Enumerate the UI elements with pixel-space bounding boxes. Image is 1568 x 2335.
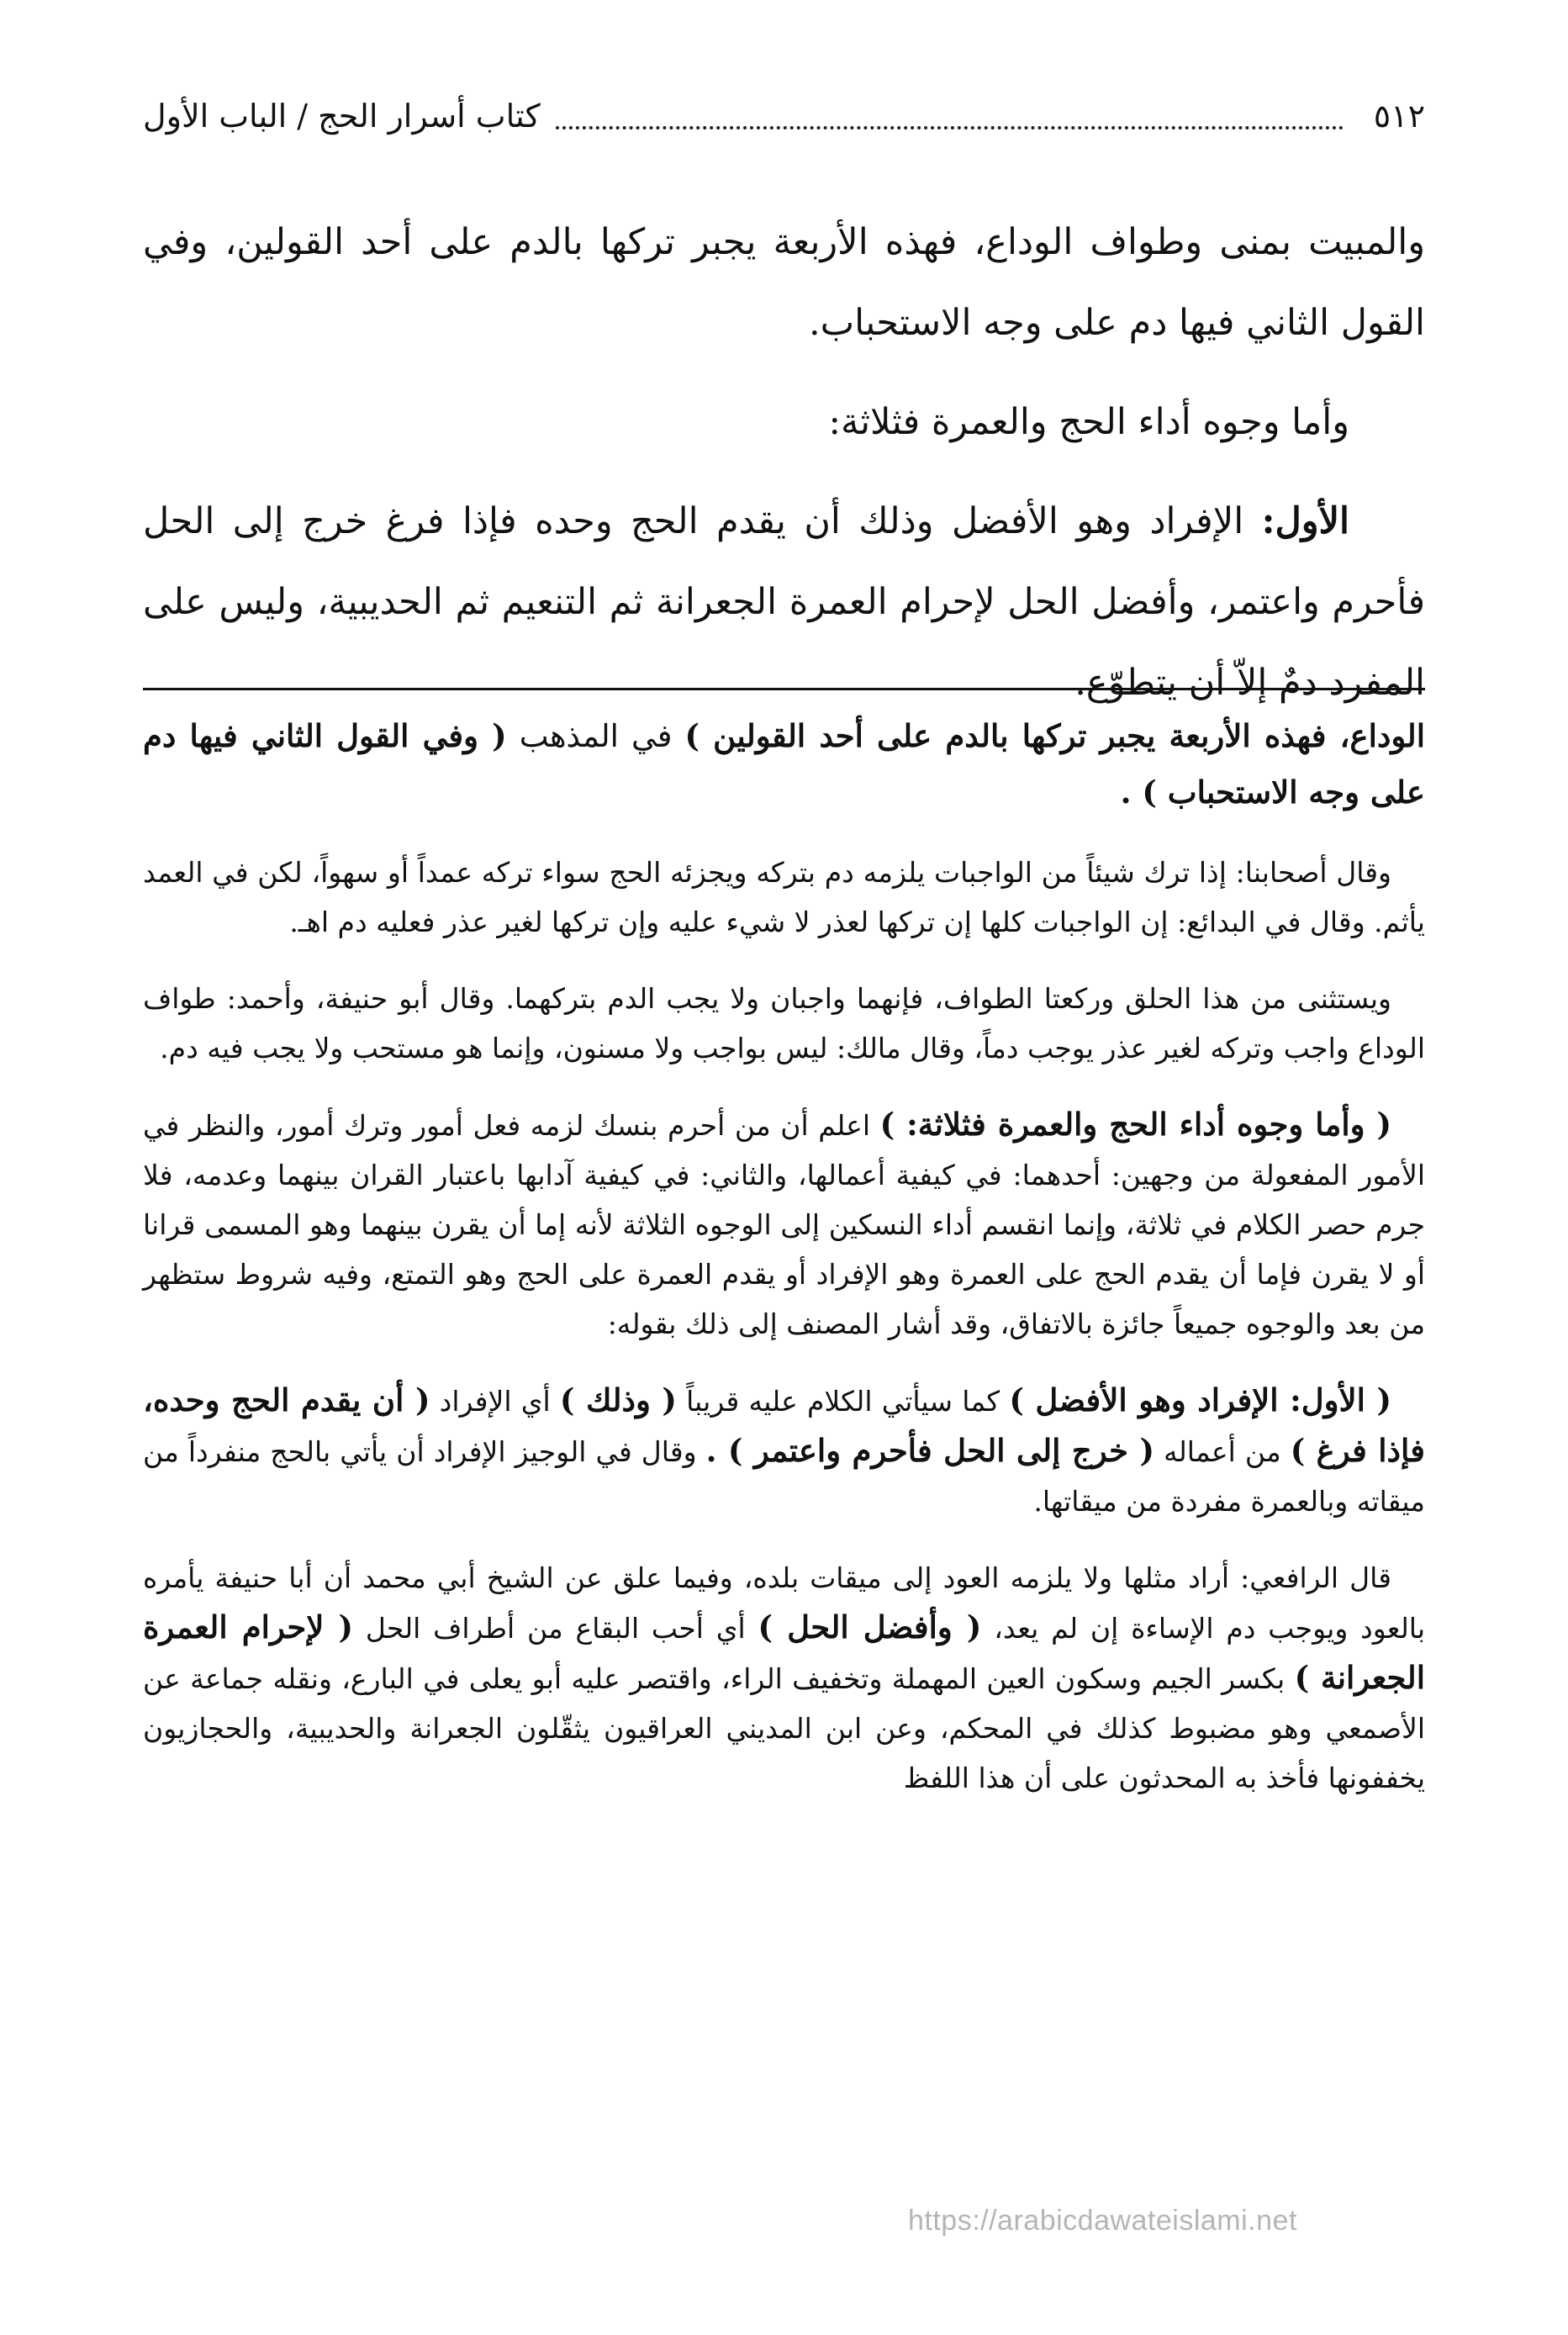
commentary-quote: ( الأول: الإفراد وهو الأفضل ) <box>1009 1381 1391 1418</box>
commentary-text-run: أي أحب البقاع من أطراف الحل <box>353 1612 758 1645</box>
commentary-paragraph-1 <box>143 708 1425 821</box>
commentary-quote: ( وأفضل الحل ) <box>758 1609 982 1646</box>
commentary-quote: ( أن يقدم الحج وحده، فإذا فرغ ) <box>143 1381 1425 1469</box>
commentary-text-run: في المذهب <box>506 718 685 754</box>
commentary-paragraph-3: ويستثنى من هذا الحلق وركعتا الطواف، فإنهما واجبان ولا يجب الدم بتركهما. وقال أبو حنيفة، وأحمد: طواف الوداع واجب وتركه لغير عذر يوجب دماً، وقال مالك: ليس بواجب ولا مسنون، وإنما هو مستحب ولا يجب فيه دم. <box>143 982 1425 1064</box>
commentary-quote: ( خرج إلى الحل فأحرم واعتمر ) . <box>705 1432 1154 1469</box>
main-text <box>143 202 1425 742</box>
commentary-text-run: اعلم أن من أحرم بنسك لزمه فعل أمور وترك أمور، والنظر في الأمور المفعولة من وجهين: أحدهما: في كيفية أعمالها، والثاني: في كيفية آدابها باعتبار القران بينهما وعدمه، فلا جرم حصر الكلام في ثلاثة، وإنما انقسم أداء النسكين إلى الوجوه الثلاثة لأنه إما أن يقرن بينهما وهو المسمى قرانا أو لا يقرن فإما أن يقدم الحج على العمرة وهو الإفراد أو يقدم العمرة على الحج وهو التمتع، وفيه شروط ستظهر من بعد والوجوه جميعاً جائزة بالاتفاق، وقد أشار المصنف إلى ذلك بقوله: <box>143 1109 1425 1340</box>
site-watermark: https://arabicdawateislami.net <box>908 2205 1297 2237</box>
commentary-quote: ( لإحرام العمرة الجعرانة ) <box>143 1609 1425 1696</box>
commentary-quote: ( وفي القول الثاني فيها دم على وجه الاستحباب ) . <box>143 717 1425 811</box>
section-divider <box>143 688 1425 690</box>
dotted-leader <box>556 125 1344 129</box>
commentary-text-run: من أعماله <box>1154 1435 1291 1468</box>
main-paragraph-3-text: الإفراد وهو الأفضل وذلك أن يقدم الحج وحده فإذا فرغ خرج إلى الحل فأحرم واعتمر، وأفضل الحل لإحرام العمرة الجعرانة ثم التنعيم ثم الحديبية، وليس على المفرد دمٌ إلاّ أن يتطوّع. <box>143 500 1425 704</box>
main-paragraph-1: والمبيت بمنى وطواف الوداع، فهذه الأربعة يجبر تركها بالدم على أحد القولين، وفي القول الثاني فيها دم على وجه الاستحباب. <box>143 221 1425 344</box>
main-heading-first: الأول: <box>1261 500 1349 542</box>
commentary-quote: ( وأما وجوه أداء الحج والعمرة فثلاثة: ) <box>879 1106 1391 1143</box>
commentary-quote: الوداع، فهذه الأربعة يجبر تركها بالدم على أحد القولين ) <box>684 717 1425 754</box>
commentary-paragraph-4 <box>143 1100 1425 1349</box>
commentary-text-run: وقال في الوجيز الإفراد أن يأتي بالحج منفرداً من ميقاته وبالعمرة مفردة من ميقاتها. <box>143 1435 1425 1518</box>
document-page <box>143 0 1425 2335</box>
page-number: ٥١٢ <box>1373 98 1425 135</box>
commentary-paragraph-5 <box>143 1376 1425 1526</box>
commentary-paragraph-6 <box>143 1553 1425 1803</box>
main-paragraph-2: وأما وجوه أداء الحج والعمرة فثلاثة: <box>828 401 1349 443</box>
running-title: كتاب أسرار الحج / الباب الأول <box>143 98 541 135</box>
commentary-text <box>143 708 1425 1830</box>
main-paragraph-3 <box>143 481 1425 723</box>
commentary-text-run: كما سيأتي الكلام عليه قريباً <box>676 1385 1010 1418</box>
commentary-quote: ( وذلك ) <box>559 1381 677 1418</box>
commentary-text-run: بكسر الجيم وسكون العين المهملة وتخفيف الراء، واقتصر عليه أبو يعلى في البارع، ونقله جماعة عن الأصمعي وهو مضبوط كذلك في المحكم، وعن ابن المديني العراقيون يثقّلون الجعرانة والحديبية، والحجازيون يخففونها فأخذ به المحدثون على أن هذا اللفظ <box>143 1662 1425 1794</box>
commentary-text-run: أي الإفراد <box>430 1385 560 1418</box>
commentary-text-run: قال الرافعي: أراد مثلها ولا يلزمه العود إلى ميقات بلده، وفيما علق عن الشيخ أبي محمد أن أبا حنيفة يأمره بالعود ويوجب دم الإساءة إن لم يعد، <box>143 1561 1425 1645</box>
page-header <box>143 91 1425 141</box>
commentary-paragraph-2: وقال أصحابنا: إذا ترك شيئاً من الواجبات يلزمه دم بتركه ويجزئه الحج سواء تركه عمداً أو سهواً، لكن في العمد يأثم. وقال في البدائع: إن الواجبات كلها إن تركها لعذر لا شيء عليه وإن تركها لغير عذر فعليه دم اهـ. <box>143 856 1425 938</box>
